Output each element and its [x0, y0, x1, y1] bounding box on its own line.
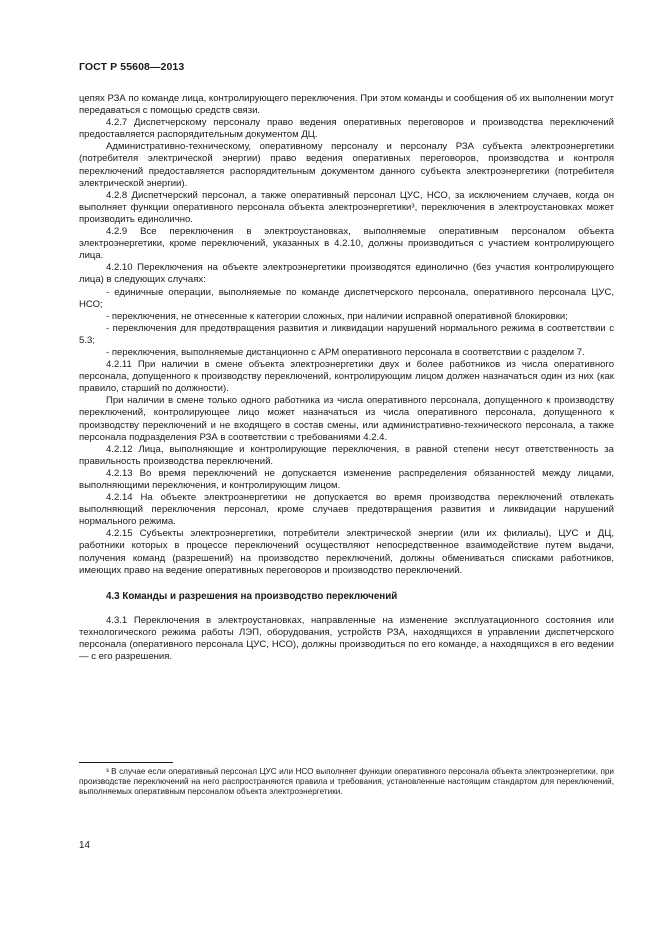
page-number: 14 [79, 840, 90, 851]
footnote [79, 767, 614, 798]
footnote-divider [79, 762, 173, 763]
paragraph: Административно-техническому, оперативному персоналу и персоналу РЗА субъекта электроэнергетики (потребителя электрической энергии) право ведения оперативных переговоров, производства и контроля переключений предоставляется распорядительным документом данного субъекта электроэнергетики (потребителя электрической энергии). [79, 141, 614, 189]
paragraph: 4.2.10 Переключения на объекте электроэнергетики производятся единолично (без участия контролирующего лица) в следующих случаях: [79, 262, 614, 286]
paragraph: 4.2.8 Диспетчерский персонал, а также оперативный персонал ЦУС, НСО, за исключением случаев, когда он выполняет функции оперативного персонала объекта электроэнергетики³, переключения в электроустановках может производить единолично. [79, 189, 614, 225]
paragraph: 4.2.14 На объекте электроэнергетики не допускается во время производства переключений отвлекать выполняющий переключения персонал, кроме случаев предотвращения развития и ликвидации нарушений нормального режима. [79, 492, 614, 528]
list-item: - переключения для предотвращения развития и ликвидации нарушений нормального режима в соответствии с 5.3; [79, 322, 614, 346]
paragraph: 4.2.7 Диспетчерскому персоналу право ведения оперативных переговоров и производства переключений предоставляется распорядительным документом ДЦ. [79, 117, 614, 141]
paragraph: 4.2.15 Субъекты электроэнергетики, потребители электрической энергии (или их филиалы), ЦУС и ДЦ, работники которых в процессе переключений осуществляют непосредственное взаимодействие путем выдачи, получения команд (разрешений) на производство переключений, должны обмениваться списками работников, имеющих право на ведение оперативных переговоров и производство переключений. [79, 528, 614, 576]
paragraph: 4.3.1 Переключения в электроустановках, направленные на изменение эксплуатационного состояния или технологического режима работы ЛЭП, оборудования, устройств РЗА, находящихся в управлении диспетчерского персонала (оперативного персонала ЦУС, НСО), должны производиться по его команде, а находящихся в его ведении — с его разрешения. [79, 614, 614, 663]
document-header: ГОСТ Р 55608—2013 [79, 61, 185, 73]
list-item: - переключения, не отнесенные к категории сложных, при наличии исправной оперативной блокировки; [106, 310, 568, 322]
paragraph: 4.2.13 Во время переключений не допускается изменение распределения обязанностей между лицами, выполняющими переключения, и контролирующим лицом. [79, 467, 614, 491]
list-item: - единичные операции, выполняемые по команде диспетчерского персонала, оперативного персонала ЦУС, НСО; [79, 286, 614, 310]
list-item: - переключения, выполняемые дистанционно с АРМ оперативного персонала в соответствии с разделом 7. [106, 346, 585, 358]
footnote-text: ³ В случае если оперативный персонал ЦУС или НСО выполняет функции оперативного персонала объекта электроэнергетики, при производстве переключений на него распространяются правила и требования, установленные настоящим стандартом для переключений, выполняемых оперативным персоналом объекта электроэнергетики. [79, 767, 614, 797]
paragraph: При наличии в смене только одного работника из числа оперативного персонала, допущенного к производству переключений, контролирующее лицо может назначаться из числа оперативного персонала, допущенного к производству переключений и не входящего в состав смены, или административно-технического персонала, а также персонала подразделения РЗА в соответствии с требованиями 4.2.4. [79, 395, 614, 443]
body-text [79, 93, 614, 663]
paragraph: цепях РЗА по команде лица, контролирующего переключения. При этом команды и сообщения об их выполнении могут передаваться с помощью средств связи. [79, 93, 614, 117]
paragraph: 4.2.9 Все переключения в электроустановках, выполняемые оперативным персоналом объекта электроэнергетики, кроме переключений, указанных в 4.2.10, должны производиться с участием контролирующего лица. [79, 226, 614, 262]
paragraph: 4.2.12 Лица, выполняющие и контролирующие переключения, в равной степени несут ответственность за правильность производства переключений. [79, 443, 614, 467]
paragraph: 4.2.11 При наличии в смене объекта электроэнергетики двух и более работников из числа оперативного персонала, допущенного к производству переключений, контролирующим лицом должен назначаться один из них (как правило, старший по должности). [79, 359, 614, 395]
document-page [79, 0, 614, 935]
section-heading: 4.3 Команды и разрешения на производство переключений [106, 590, 398, 602]
